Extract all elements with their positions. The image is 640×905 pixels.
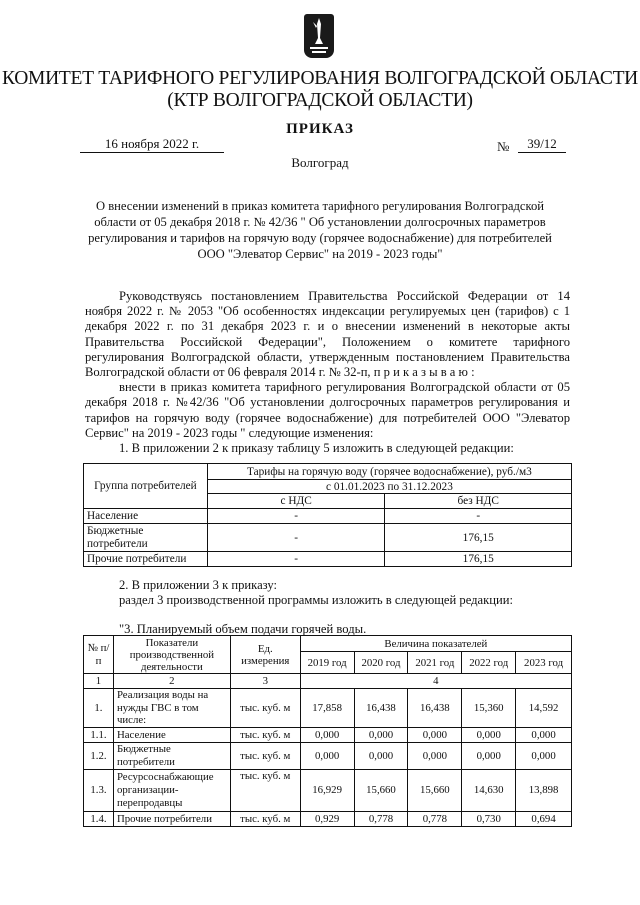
value-cell: 0,000 bbox=[408, 727, 462, 742]
table-row bbox=[84, 552, 572, 567]
organization-short-name: (КТР ВОЛГОГРАДСКОЙ ОБЛАСТИ) bbox=[167, 90, 473, 111]
value-cell: 0,000 bbox=[462, 742, 516, 769]
value-cell: 0,000 bbox=[354, 742, 408, 769]
section-3-title: "3. Планируемый объем подачи горячей воды. bbox=[119, 622, 367, 636]
order-subject bbox=[0, 198, 640, 262]
subject-line: регулирования и тарифов на горячую воду (горячее водоснабжение) для потребителей bbox=[88, 231, 552, 245]
item-2-sub: раздел 3 производственной программы изложить в следующей редакции: bbox=[119, 593, 513, 608]
indicator-cell: Население bbox=[113, 727, 230, 742]
without-vat-cell: - bbox=[385, 509, 572, 524]
col-index: 4 bbox=[300, 674, 571, 689]
value-cell: 0,929 bbox=[300, 811, 354, 826]
value-cell: 0,000 bbox=[300, 742, 354, 769]
table-row bbox=[84, 524, 572, 552]
table-row bbox=[84, 742, 572, 769]
preamble-paragraph: Руководствуясь постановлением Правительства Российской Федерации от 14 ноября 2022 г. № 2053 "Об особенностях индексации регулируемых цен (тарифов) с 1 декабря 2022 г. по 31 декабря 2023 г. и о внесении изменений в некоторые акты Правительства Российской Федерации", Положением о комитете тарифного регулирования Волгоградской области, утвержденным постановлением Правительства Волгоградской области от 06 февраля 2014 г. № 32-п, п р и к а з ы в а ю : bbox=[85, 289, 570, 380]
indicator-cell: Бюджетные потребители bbox=[113, 742, 230, 769]
year-header: 2019 год bbox=[300, 652, 354, 674]
row-num: 1.1. bbox=[84, 727, 114, 742]
row-num: 1.3. bbox=[84, 769, 114, 811]
col-index: 2 bbox=[113, 674, 230, 689]
col-header-values: Величина показателей bbox=[300, 636, 571, 652]
year-header: 2023 год bbox=[516, 652, 572, 674]
value-cell: 0,778 bbox=[408, 811, 462, 826]
table-row bbox=[84, 727, 572, 742]
col-header-unit: Ед. измерения bbox=[230, 636, 300, 674]
value-cell: 17,858 bbox=[300, 689, 354, 728]
unit-cell: тыс. куб. м bbox=[230, 727, 300, 742]
table-row bbox=[84, 509, 572, 524]
subject-line: области от 05 декабря 2018 г. № 42/36 " Об установлении долгосрочных параметров bbox=[94, 215, 546, 229]
order-date: 16 ноября 2022 г. bbox=[80, 136, 224, 153]
number-label: № bbox=[497, 139, 510, 154]
value-cell: 0,000 bbox=[516, 742, 572, 769]
col-header-group: Группа потребителей bbox=[84, 464, 208, 509]
unit-cell: тыс. куб. м bbox=[230, 769, 300, 811]
year-header: 2021 год bbox=[408, 652, 462, 674]
row-num: 1.4. bbox=[84, 811, 114, 826]
document-type: ПРИКАЗ bbox=[286, 121, 354, 137]
value-cell: 15,360 bbox=[462, 689, 516, 728]
table-row bbox=[84, 689, 572, 728]
col-header-tariff: Тарифы на горячую воду (горячее водоснабжение), руб./м3 bbox=[207, 464, 571, 480]
value-cell: 0,000 bbox=[354, 727, 408, 742]
row-num: 1.2. bbox=[84, 742, 114, 769]
group-cell: Прочие потребители bbox=[84, 552, 208, 567]
year-header: 2020 год bbox=[354, 652, 408, 674]
subject-line: О внесении изменений в приказ комитета тарифного регулирования Волгоградской bbox=[95, 199, 545, 213]
col-header-with-vat: с НДС bbox=[207, 494, 385, 509]
decision-paragraph: внести в приказ комитета тарифного регулирования Волгоградской области от 05 декабря 2018 г. №42/36 "Об установлении долгосрочных параметров регулирования и тарифов на горячую воду (горячее водоснабжение) для потребителей ООО "Элеватор Сервис" на 2019 - 2023 годы " следующие изменения: bbox=[85, 380, 570, 440]
col-header-without-vat: без НДС bbox=[385, 494, 572, 509]
value-cell: 15,660 bbox=[408, 769, 462, 811]
unit-cell: тыс. куб. м bbox=[230, 811, 300, 826]
value-cell: 14,592 bbox=[516, 689, 572, 728]
col-header-num: № п/п bbox=[84, 636, 114, 674]
value-cell: 0,000 bbox=[408, 742, 462, 769]
group-cell: Бюджетные потребители bbox=[84, 524, 208, 552]
indicator-cell: Ресурсоснабжающие организации-перепродавцы bbox=[113, 769, 230, 811]
col-index: 3 bbox=[230, 674, 300, 689]
tariff-period: с 01.01.2023 по 31.12.2023 bbox=[207, 480, 571, 494]
group-cell: Население bbox=[84, 509, 208, 524]
unit-cell: тыс. куб. м bbox=[230, 689, 300, 728]
value-cell: 16,438 bbox=[354, 689, 408, 728]
coat-of-arms-emblem bbox=[304, 14, 334, 58]
without-vat-cell: 176,15 bbox=[385, 524, 572, 552]
without-vat-cell: 176,15 bbox=[385, 552, 572, 567]
with-vat-cell: - bbox=[207, 509, 385, 524]
city: Волгоград bbox=[291, 155, 349, 170]
value-cell: 15,660 bbox=[354, 769, 408, 811]
value-cell: 16,438 bbox=[408, 689, 462, 728]
row-num: 1. bbox=[84, 689, 114, 728]
value-cell: 0,694 bbox=[516, 811, 572, 826]
table-row bbox=[84, 811, 572, 826]
indicator-cell: Реализация воды на нужды ГВС в том числе: bbox=[113, 689, 230, 728]
value-cell: 0,000 bbox=[516, 727, 572, 742]
value-cell: 13,898 bbox=[516, 769, 572, 811]
with-vat-cell: - bbox=[207, 524, 385, 552]
item-2: 2. В приложении 3 к приказу: bbox=[119, 578, 278, 592]
with-vat-cell: - bbox=[207, 552, 385, 567]
value-cell: 0,730 bbox=[462, 811, 516, 826]
order-number: 39/12 bbox=[518, 136, 566, 153]
item-2-block bbox=[85, 578, 570, 608]
organization-name: КОМИТЕТ ТАРИФНОГО РЕГУЛИРОВАНИЯ ВОЛГОГРАДСКОЙ ОБЛАСТИ bbox=[2, 68, 638, 89]
subject-line: ООО "Элеватор Сервис" на 2019 - 2023 годы" bbox=[197, 247, 443, 261]
tariff-table bbox=[83, 463, 572, 567]
unit-cell: тыс. куб. м bbox=[230, 742, 300, 769]
production-table bbox=[83, 635, 572, 827]
value-cell: 16,929 bbox=[300, 769, 354, 811]
item-1: 1. В приложении 2 к приказу таблицу 5 изложить в следующей редакции: bbox=[119, 441, 514, 456]
year-header: 2022 год bbox=[462, 652, 516, 674]
indicator-cell: Прочие потребители bbox=[113, 811, 230, 826]
value-cell: 0,778 bbox=[354, 811, 408, 826]
col-header-indicator: Показатели производственной деятельности bbox=[113, 636, 230, 674]
order-body bbox=[85, 289, 570, 456]
value-cell: 0,000 bbox=[462, 727, 516, 742]
value-cell: 0,000 bbox=[300, 727, 354, 742]
table-row bbox=[84, 769, 572, 811]
column-index-row bbox=[84, 674, 572, 689]
value-cell: 14,630 bbox=[462, 769, 516, 811]
col-index: 1 bbox=[84, 674, 114, 689]
